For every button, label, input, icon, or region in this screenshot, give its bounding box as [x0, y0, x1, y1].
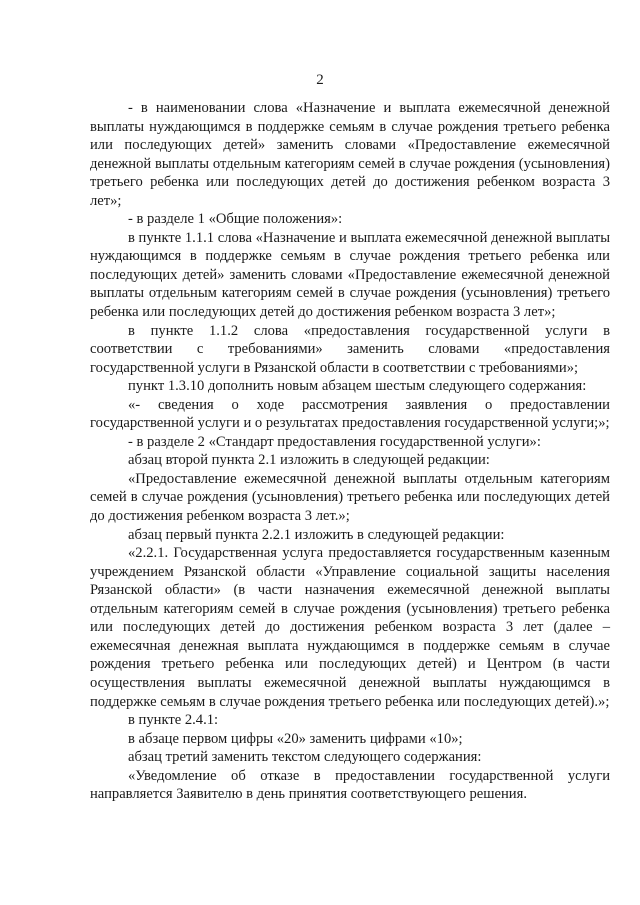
paragraph-title-amendment: - в наименовании слова «Назначение и выплата ежемесячной денежной выплаты нуждающимся в поддержке семьям в случае рождения третьего ребенка или последующих детей» заменить словами «Предоставление ежемесячной денежной выплаты отдельным категориям семей в случае рождения (усыновления) третьего ребенка или последующих детей до достижения ребенком возраста 3 лет»; [90, 100, 610, 209]
paragraph-point-2-2-1-text: «2.2.1. Государственная услуга предоставляется государственным казенным учреждением Рязанской области «Управление социальной защиты населения Рязанской области» (в части назначения ежемесячной денежной выплаты отдельным категориям семей в случае рождения (усыновления) третьего ребенка или последующих детей до достижения ребенком возраста 3 лет (далее – ежемесячная денежная выплата нуждающимся в поддержке семьям в случае рождения третьего ребенка или последующих детей) и Центром (в части осуществления выплаты ежемесячной денежной выплаты нуждающимся в поддержке семьям в случае рождения третьего ребенка или последующих детей).»; [90, 545, 610, 710]
paragraph-point-1-3-10: пункт 1.3.10 дополнить новым абзацем шестым следующего содержания: [128, 378, 587, 395]
document-body [90, 99, 610, 804]
paragraph-new-sixth-clause: «- сведения о ходе рассмотрения заявления о предоставлении государственной услуги и о результатах предоставления государственной услуги;»; [90, 396, 610, 432]
paragraph-point-2-4-1-intro: в пункте 2.4.1: [128, 712, 219, 729]
page-number: 2 [316, 72, 324, 88]
paragraph-point-2-1-intro: абзац второй пункта 2.1 изложить в следующей редакции: [128, 452, 490, 469]
paragraph-point-2-1-text: «Предоставление ежемесячной денежной выплаты отдельным категориям семей в случае рождения (усыновления) третьего ребенка или последующих детей до достижения ребенком возраста 3 лет.»; [90, 470, 610, 525]
paragraph-first-clause-digits: в абзаце первом цифры «20» заменить цифрами «10»; [128, 730, 463, 747]
paragraph-refusal-notice: «Уведомление об отказе в предоставлении государственной услуги направляется Заявителю в день принятия соответствующего решения. [90, 767, 610, 803]
paragraph-point-1-1-2: в пункте 1.1.2 слова «предоставления государственной услуги в соответствии с требованиями» заменить словами «предоставления государственной услуги в Рязанской области в соответствии с требованиями»; [90, 322, 610, 376]
paragraph-point-1-1-1: в пункте 1.1.1 слова «Назначение и выплата ежемесячной денежной выплаты нуждающимся в поддержке семьям в случае рождения третьего ребенка или последующих детей» заменить словами «Предоставление ежемесячной денежной выплаты отдельным категориям семей в случае рождения (усыновления) третьего ребенка или последующих детей до достижения ребенком возраста 3 лет»; [90, 229, 610, 321]
paragraph-section-1-heading: - в разделе 1 «Общие положения»: [128, 211, 343, 228]
paragraph-third-clause-intro: абзац третий заменить текстом следующего содержания: [128, 749, 482, 766]
paragraph-point-2-2-1-intro: абзац первый пункта 2.2.1 изложить в следующей редакции: [128, 526, 505, 543]
paragraph-section-2-heading: - в разделе 2 «Стандарт предоставления государственной услуги»: [128, 433, 541, 450]
